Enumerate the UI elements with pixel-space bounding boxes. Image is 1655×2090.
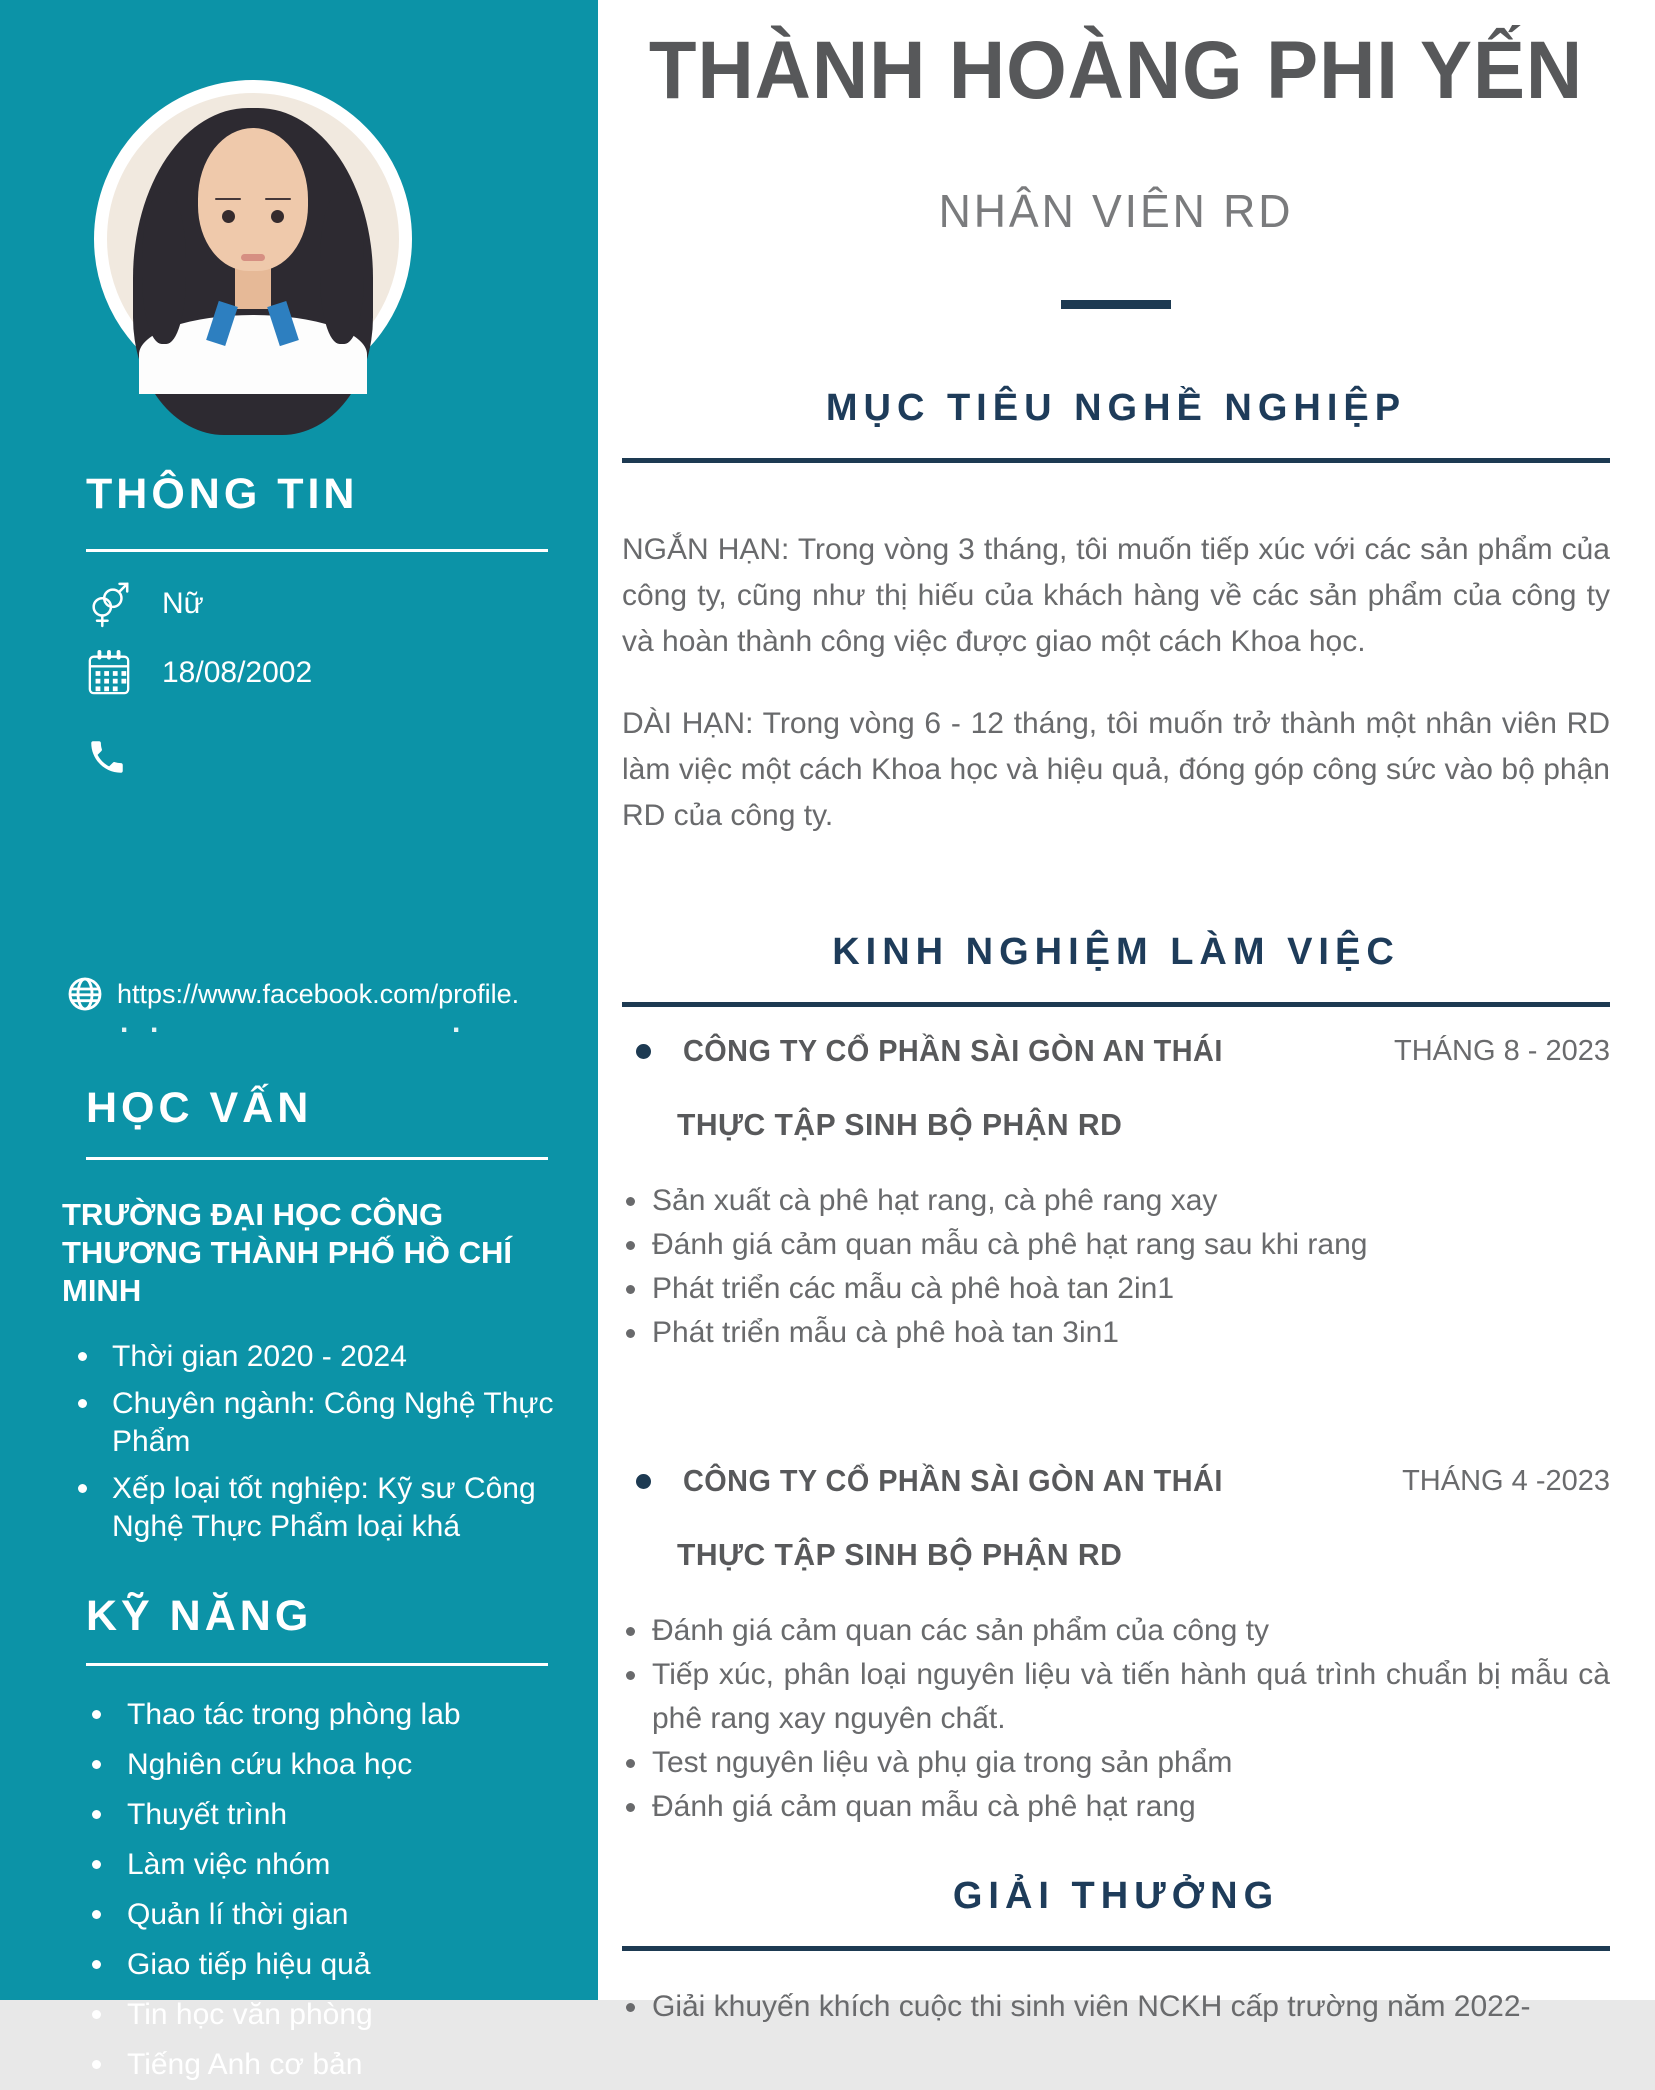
job-role: THỰC TẬP SINH BỘ PHẬN RD bbox=[677, 1107, 1123, 1143]
avatar-mouth bbox=[241, 254, 264, 262]
job-bullet: Đánh giá cảm quan các sản phẩm của công ty bbox=[622, 1609, 1610, 1653]
title-divider bbox=[1061, 300, 1171, 309]
job-header bbox=[622, 1463, 1610, 1499]
job-bullet: Test nguyên liệu và phụ gia trong sản phẩm bbox=[622, 1741, 1610, 1785]
experience-heading: KINH NGHIỆM LÀM VIỆC bbox=[832, 931, 1400, 974]
avatar-eyebrow bbox=[215, 198, 241, 200]
job-bullet: Phát triển các mẫu cà phê hoà tan 2in1 bbox=[622, 1267, 1610, 1311]
skill-item: Nghiên cứu khoa học bbox=[62, 1740, 554, 1790]
job-date: THÁNG 4 -2023 bbox=[1402, 1464, 1610, 1497]
skills-section-divider bbox=[86, 1663, 548, 1666]
company-bullet-icon bbox=[636, 1474, 651, 1489]
job-bullet: Đánh giá cảm quan mẫu cà phê hạt rang sau khi rang bbox=[622, 1223, 1610, 1267]
job-bullet-list bbox=[622, 1179, 1610, 1355]
website-link[interactable]: https://www.facebook.com/profile. bbox=[117, 978, 520, 1009]
skill-item: Quản lí thời gian bbox=[62, 1890, 554, 1940]
company-name: CÔNG TY CỔ PHẦN SÀI GÒN AN THÁI bbox=[683, 1033, 1223, 1069]
objective-paragraph: DÀI HẠN: Trong vòng 6 - 12 tháng, tôi muốn trở thành một nhân viên RD làm việc một cách Khoa học và hiệu quả, đóng góp công sức vào bộ phận RD của công ty. bbox=[622, 707, 1610, 833]
skills-section-heading: KỸ NĂNG bbox=[86, 1592, 313, 1640]
avatar-face bbox=[198, 128, 309, 271]
job-title: NHÂN VIÊN RD bbox=[938, 185, 1294, 238]
skill-item: Thuyết trình bbox=[62, 1790, 554, 1840]
job-role: THỰC TẬP SINH BỘ PHẬN RD bbox=[677, 1537, 1123, 1573]
education-item: Thời gian 2020 - 2024 bbox=[62, 1338, 554, 1376]
awards-heading: GIẢI THƯỞNG bbox=[952, 1875, 1280, 1918]
gender-icon bbox=[86, 580, 132, 628]
job-company-group bbox=[622, 1033, 1263, 1069]
profile-photo bbox=[94, 80, 412, 398]
info-section-heading: THÔNG TIN bbox=[86, 470, 359, 518]
url-overflow-dot: . bbox=[120, 1006, 129, 1039]
avatar-hair-strand bbox=[142, 192, 186, 344]
skill-item: Giao tiếp hiệu quả bbox=[62, 1940, 554, 1990]
url-overflow-dot: . bbox=[150, 1006, 159, 1039]
skill-item: Tiếng Anh cơ bản bbox=[62, 2040, 554, 2090]
avatar-hair-strand bbox=[320, 192, 364, 344]
skills-list bbox=[62, 1690, 554, 2090]
avatar-eyebrow bbox=[265, 198, 291, 200]
skill-item: Tin học văn phòng bbox=[62, 1990, 554, 2040]
award-item: Giải khuyến khích cuộc thi sinh viên NCKH cấp trường năm 2022- bbox=[622, 1985, 1610, 2029]
birthdate-row bbox=[86, 648, 554, 698]
company-name: CÔNG TY CỔ PHẦN SÀI GÒN AN THÁI bbox=[683, 1463, 1223, 1499]
website-row[interactable] bbox=[65, 974, 554, 1014]
sidebar bbox=[0, 0, 598, 2081]
education-list bbox=[62, 1338, 554, 1546]
gender-row bbox=[86, 580, 554, 628]
candidate-name: THÀNH HOÀNG PHI YẾN bbox=[648, 25, 1584, 116]
company-bullet-icon bbox=[636, 1044, 651, 1059]
phone-icon bbox=[86, 736, 128, 778]
job-bullet: Phát triển mẫu cà phê hoà tan 3in1 bbox=[622, 1311, 1610, 1355]
gender-value: Nữ bbox=[162, 587, 204, 620]
website-link-overflow bbox=[62, 1006, 554, 1039]
globe-icon bbox=[65, 974, 105, 1014]
url-overflow-dot: . bbox=[452, 1006, 461, 1039]
education-item: Chuyên ngành: Công Nghệ Thực Phẩm bbox=[62, 1385, 554, 1461]
skill-item: Thao tác trong phòng lab bbox=[62, 1690, 554, 1740]
phone-row bbox=[86, 736, 554, 778]
job-bullet: Tiếp xúc, phân loại nguyên liệu và tiến hành quá trình chuẩn bị mẫu cà phê rang xay nguyên chất. bbox=[622, 1653, 1610, 1741]
job-entry bbox=[622, 1033, 1610, 1355]
calendar-icon bbox=[86, 648, 132, 698]
education-section-heading: HỌC VẤN bbox=[86, 1084, 313, 1132]
education-section-divider bbox=[86, 1157, 548, 1160]
job-bullet-list bbox=[622, 1609, 1610, 1829]
objective-paragraph: NGẮN HẠN: Trong vòng 3 tháng, tôi muốn tiếp xúc với các sản phẩm của công ty, cũng như thị hiếu của khách hàng về các sản phẩm của công ty và hoàn thành công việc được giao một cách Khoa học. bbox=[622, 533, 1610, 659]
objective-divider bbox=[622, 458, 1610, 463]
skill-item: Làm việc nhóm bbox=[62, 1840, 554, 1890]
job-header bbox=[622, 1033, 1610, 1069]
birthdate-value: 18/08/2002 bbox=[162, 656, 313, 689]
job-date: THÁNG 8 - 2023 bbox=[1394, 1034, 1610, 1067]
awards-divider bbox=[622, 1946, 1610, 1951]
avatar-eye bbox=[271, 210, 284, 223]
awards-list bbox=[622, 1985, 1610, 2029]
objective-heading: MỤC TIÊU NGHỀ NGHIỆP bbox=[825, 387, 1407, 430]
job-entry bbox=[622, 1463, 1610, 1829]
job-company-group bbox=[622, 1463, 1263, 1499]
job-bullet: Đánh giá cảm quan mẫu cà phê hạt rang bbox=[622, 1785, 1610, 1829]
info-section-divider bbox=[86, 549, 548, 552]
experience-divider bbox=[622, 1002, 1610, 1007]
job-bullet: Sản xuất cà phê hạt rang, cà phê rang xay bbox=[622, 1179, 1610, 1223]
education-item: Xếp loại tốt nghiệp: Kỹ sư Công Nghệ Thực Phẩm loại khá bbox=[62, 1470, 554, 1546]
main-column bbox=[598, 0, 1655, 2024]
school-name: TRƯỜNG ĐẠI HỌC CÔNG THƯƠNG THÀNH PHỐ HỒ CHÍ MINH bbox=[62, 1197, 512, 1308]
